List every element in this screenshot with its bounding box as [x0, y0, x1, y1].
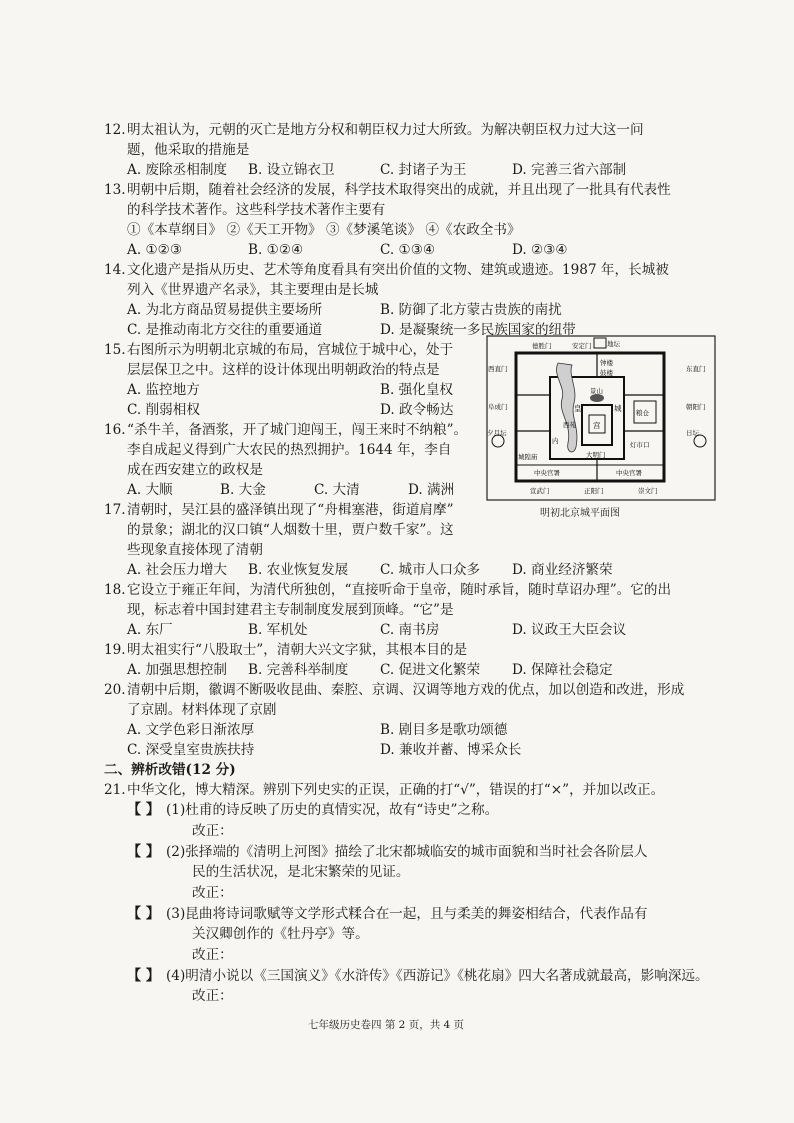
q17-stem-line3: 些现象直接体现了清朝	[127, 542, 263, 558]
q15-option-b: B. 强化皇权	[380, 382, 454, 398]
q21-number: 21.	[104, 782, 126, 798]
q15-option-c: C. 削弱相权	[127, 402, 200, 418]
answer-bracket-4[interactable]: 【 】	[127, 968, 160, 984]
q12-number: 12.	[104, 122, 126, 138]
beijing-map-svg	[486, 335, 716, 517]
q21-item1: (1)杜甫的诗反映了历史的真情实况，故有“诗史”之称。	[166, 802, 499, 818]
q20-stem-line2: 了京剧。材料体现了京剧	[127, 702, 277, 718]
q19-option-d: D. 保障社会稳定	[512, 662, 613, 678]
q13-number: 13.	[104, 182, 126, 198]
q20-option-c: C. 深受皇室贵族扶持	[127, 742, 255, 758]
q20-stem-line1: 清朝中后期，徽调不断吸收昆曲、秦腔、京调、汉调等地方戏的优点，加以创造和改进，形成	[127, 682, 685, 698]
label-nei: 内	[552, 437, 559, 445]
q13-stem-line2: 的科学技术著作。这些科学技术著作主要有	[127, 202, 386, 218]
map-caption: 明初北京城平面图	[540, 508, 620, 519]
q18-option-d: D. 议政王大臣会议	[512, 622, 627, 638]
q17-option-c: C. 城市人口众多	[380, 562, 481, 578]
q14-option-b: B. 防御了北方蒙古贵族的南扰	[380, 302, 562, 318]
q17-option-b: B. 农业恢复发展	[248, 562, 349, 578]
q18-number: 18.	[104, 582, 126, 598]
q12-stem-line2: 题，他采取的措施是	[127, 142, 250, 158]
q14-number: 14.	[104, 262, 126, 278]
q17-stem-line2: 的景象；湖北的汉口镇“人烟数十里，贾户数千家”。这	[127, 522, 454, 538]
q17-number: 17.	[104, 502, 126, 518]
q17-option-d: D. 商业经济繁荣	[512, 562, 613, 578]
q21-intro: 中华文化，博大精深。辨别下列史实的正误，正确的打“√”，错误的打“×”，并加以改正。	[127, 782, 665, 798]
q20-option-a: A. 文学色彩日渐浓厚	[127, 722, 255, 738]
q20-option-b: B. 剧目多是歌功颂德	[380, 722, 508, 738]
jingshan-hill	[590, 394, 604, 402]
q12-option-c: C. 封诸子为王	[380, 162, 467, 178]
label-yuetan: 夕月坛	[487, 429, 507, 437]
q19-option-a: A. 加强思想控制	[127, 662, 228, 678]
q21-fix-label-3: 改正：	[192, 947, 233, 963]
q17-option-a: A. 社会压力增大	[127, 562, 228, 578]
label-chongwenmen: 崇文门	[638, 487, 658, 495]
q21-item3-cont: 关汉卿创作的《牡丹亭》等。	[192, 926, 369, 942]
q16-stem-line1: “杀牛羊，备酒浆，开了城门迎闯王，闯王来时不纳粮”。	[127, 422, 468, 438]
label-zhongyang-east: 中央官署	[616, 469, 642, 477]
label-zhongyang-west: 中央官署	[534, 469, 560, 477]
q15-option-a: A. 监控地方	[127, 382, 200, 398]
q15-number: 15.	[104, 342, 126, 358]
q13-option-d: D. ②③④	[512, 242, 568, 258]
q18-stem-line2: 现，标志着中国封建君主专制制度发展到顶峰。“它”是	[127, 602, 454, 618]
answer-bracket-1[interactable]: 【 】	[127, 802, 160, 818]
q19-option-b: B. 完善科举制度	[248, 662, 349, 678]
q14-stem-line1: 文化遗产是指从历史、艺术等角度看具有突出价值的文物、建筑或遗迹。1987 年，长城被	[127, 262, 669, 278]
label-dongzhimen: 东直门	[686, 365, 706, 373]
label-ditan: 地坛	[607, 340, 620, 348]
label-ritan: 日坛	[686, 429, 699, 437]
q19-option-c: C. 促进文化繁荣	[380, 662, 481, 678]
q19-number: 19.	[104, 642, 126, 658]
q20-number: 20.	[104, 682, 126, 698]
label-andingmen: 安定门	[572, 342, 592, 350]
label-huang: 皇	[574, 404, 582, 413]
q14-stem-line2: 列入《世界遗产名录》，其主要理由是长城	[127, 282, 379, 298]
q21-item2-cont: 民的生活状况，是北宋繁荣的见证。	[192, 864, 410, 880]
answer-bracket-3[interactable]: 【 】	[127, 906, 160, 922]
q14-option-d: D. 是凝聚统一多民族国家的纽带	[380, 322, 576, 338]
label-xuanwumen: 宣武门	[530, 487, 550, 495]
q15-option-d: D. 政令畅达	[380, 402, 454, 418]
q12-option-a: A. 废除丞相制度	[127, 162, 228, 178]
q16-option-c: C. 大清	[314, 482, 360, 498]
q13-option-a: A. ①②③	[127, 242, 183, 258]
label-gong: 宫	[593, 421, 601, 430]
q21-item3: (3)昆曲将诗词歌赋等文学形式糅合在一起，且与柔美的舞姿相结合，代表作品有	[166, 906, 648, 922]
q13-option-b: B. ①②④	[248, 242, 304, 258]
section-title: 二、辨析改错(12 分)	[104, 762, 236, 778]
q18-option-a: A. 东厂	[127, 622, 173, 638]
q16-stem-line3: 成在西安建立的政权是	[127, 462, 263, 478]
q15-stem-line1: 右图所示为明朝北京城的布局，宫城位于城中心，处于	[127, 342, 454, 358]
q21-item4: (4)明清小说以《三国演义》《水浒传》《西游记》《桃花扇》四大名著成就最高，影响深远。	[166, 968, 709, 984]
q14-option-a: A. 为北方商品贸易提供主要场所	[127, 302, 323, 318]
label-chaoyangmen: 朝阳门	[686, 403, 706, 411]
q16-stem-line2: 李自成起义得到广大农民的热烈拥护。1644 年，李自	[127, 442, 452, 458]
q12-option-b: B. 设立锦衣卫	[248, 162, 335, 178]
q13-stem-line1: 明朝中后期，随着社会经济的发展，科学技术取得突出的成就，并且出现了一批具有代表性	[127, 182, 671, 198]
q16-option-a: A. 大顺	[127, 482, 173, 498]
label-xizhimen: 西直门	[488, 365, 508, 373]
q21-fix-label-1: 改正：	[192, 823, 233, 839]
label-xiyuan: 西苑	[563, 421, 576, 429]
beijing-map-figure	[486, 335, 716, 517]
label-deshengmen: 德胜门	[532, 342, 552, 350]
page-footer: 七年级历史卷四 第 2 页，共 4 页	[308, 1019, 465, 1031]
q17-stem-line1: 清朝时，吴江县的盛泽镇出现了“舟楫塞港，街道肩摩”	[127, 502, 454, 518]
q13-stem-line3: ①《本草纲目》 ②《天工开物》 ③《梦溪笔谈》 ④《农政全书》	[127, 222, 521, 238]
label-damingmen: 大明门	[586, 451, 606, 459]
q13-option-c: C. ①③④	[380, 242, 436, 258]
label-liangcang: 粮仓	[636, 409, 649, 417]
label-gulou: 鼓楼	[600, 369, 613, 377]
q18-option-c: C. 南书房	[380, 622, 440, 638]
q20-option-d: D. 兼收并蓄、博采众长	[380, 742, 522, 758]
q16-number: 16.	[104, 422, 126, 438]
q19-stem-line1: 明太祖实行“八股取士”，清朝大兴文字狱，其根本目的是	[127, 642, 468, 658]
q16-option-b: B. 大金	[220, 482, 266, 498]
ditan-box	[594, 338, 606, 348]
q18-option-b: B. 军机处	[248, 622, 308, 638]
q12-stem-line1: 明太祖认为，元朝的灭亡是地方分权和朝臣权力过大所致。为解决朝臣权力过大这一问	[127, 122, 644, 138]
answer-bracket-2[interactable]: 【 】	[127, 844, 160, 860]
label-zhonglou: 钟楼	[600, 359, 613, 367]
label-cheng: 城	[614, 404, 622, 413]
q12-option-d: D. 完善三省六部制	[512, 162, 627, 178]
label-dengshikou: 灯市口	[630, 441, 650, 449]
q15-stem-line2: 层层保卫之中。这样的设计体现出明朝政治的特点是	[127, 362, 440, 378]
q14-option-c: C. 是推动南北方交往的重要通道	[127, 322, 323, 338]
label-chengshimiao: 城隍庙	[518, 453, 538, 461]
label-zhengyangmen: 正阳门	[584, 487, 604, 495]
q18-stem-line1: 它设立于雍正年间，为清代所独创，“直接听命于皇帝，随时承旨，随时草诏办理”。它的出	[127, 582, 672, 598]
q21-item2: (2)张择端的《清明上河图》描绘了北宋都城临安的城市面貌和当时社会各阶层人	[166, 844, 648, 860]
q21-fix-label-4: 改正：	[192, 988, 233, 1004]
label-fuchengmen: 阜成门	[488, 403, 508, 411]
q21-fix-label-2: 改正：	[192, 885, 233, 901]
q16-option-d: D. 满洲	[408, 482, 455, 498]
label-jingshan: 景山	[590, 387, 603, 395]
